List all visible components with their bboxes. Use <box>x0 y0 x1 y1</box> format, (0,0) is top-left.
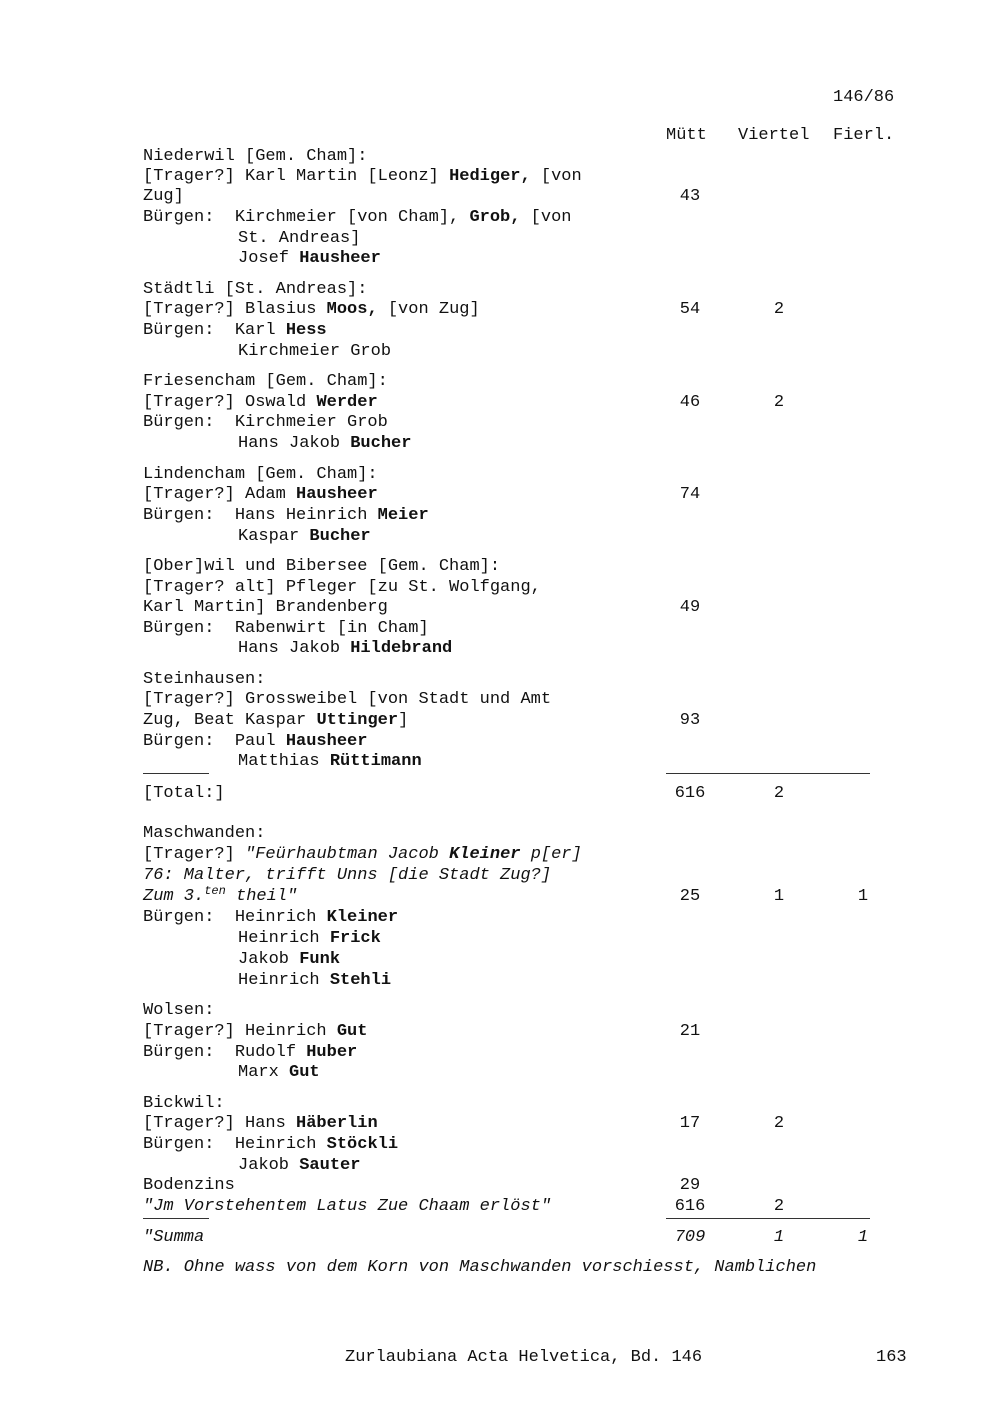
trager-line: [Trager?] Oswald Werder <box>143 393 378 412</box>
buergen-line-cont: St. Andreas] <box>238 229 361 248</box>
buergen-name: Heinrich Stehli <box>238 971 392 990</box>
trager-line: [Trager?] Karl Martin [Leonz] Hediger, [von <box>143 167 582 186</box>
column-header-fierl: Fierl. <box>833 126 895 145</box>
divider-left <box>143 773 209 774</box>
column-header-mutt: Mütt <box>666 126 707 145</box>
bodenzins-label: Bodenzins <box>143 1176 235 1195</box>
buergen-name: Marx Gut <box>238 1063 320 1082</box>
trager-line: [Trager?] "Feürhaubtman Jacob Kleiner p[er] <box>143 845 582 864</box>
buergen-line: Bürgen: Kirchmeier [von Cham], Grob, [von <box>143 208 572 227</box>
buergen-line: Bürgen: Kirchmeier Grob <box>143 413 388 432</box>
buergen-line: Bürgen: Rudolf Huber <box>143 1043 358 1062</box>
value-mutt-niederwil: 43 <box>679 187 701 206</box>
buergen-name: Hans Jakob Hildebrand <box>238 639 453 658</box>
value-mutt-friesencham: 46 <box>679 393 701 412</box>
buergen-line: Bürgen: Hans Heinrich Meier <box>143 506 429 525</box>
value-mutt-latus: 616 <box>674 1197 706 1216</box>
entry-heading-staedtli: Städtli [St. Andreas]: <box>143 280 368 299</box>
buergen-name: Kirchmeier Grob <box>238 342 392 361</box>
value-mutt-bickwil: 17 <box>679 1114 701 1133</box>
value-viertel-staedtli: 2 <box>773 300 785 319</box>
buergen-name: Josef Hausheer <box>238 249 381 268</box>
buergen-line: Bürgen: Karl Hess <box>143 321 327 340</box>
trager-line: [Trager?] Hans Häberlin <box>143 1114 378 1133</box>
entry-heading-friesencham: Friesencham [Gem. Cham]: <box>143 372 388 391</box>
buergen-name: Matthias Rüttimann <box>238 752 422 771</box>
trager-line: [Trager?] Blasius Moos, [von Zug] <box>143 300 480 319</box>
trager-quote-cont: 76: Malter, trifft Unns [die Stadt Zug?] <box>143 866 552 885</box>
column-header-viertel: Viertel <box>738 126 810 145</box>
value-mutt-oberwil: 49 <box>679 598 701 617</box>
entry-heading-steinhausen: Steinhausen: <box>143 670 266 689</box>
trager-line-cont: Karl Martin] Brandenberg <box>143 598 388 617</box>
entry-heading-niederwil: Niederwil [Gem. Cham]: <box>143 147 368 166</box>
trager-line-cont: Zug] <box>143 187 184 206</box>
trager-line-cont: Zug, Beat Kaspar Uttinger] <box>143 711 409 730</box>
trager-quote-end: Zum 3.$^{ten}$ theil" <box>143 884 298 906</box>
buergen-line: Bürgen: Heinrich Stöckli <box>143 1135 399 1154</box>
value-mutt-staedtli: 54 <box>679 300 701 319</box>
total-label: [Total:] <box>143 784 225 803</box>
buergen-line: Bürgen: Rabenwirt [in Cham] <box>143 619 429 638</box>
entry-heading-oberwil: [Ober]wil und Bibersee [Gem. Cham]: <box>143 557 501 576</box>
buergen-name: Kaspar Bucher <box>238 527 371 546</box>
value-mutt-steinhausen: 93 <box>679 711 701 730</box>
value-viertel-friesencham: 2 <box>773 393 785 412</box>
divider-left <box>143 1218 209 1219</box>
entry-heading-wolsen: Wolsen: <box>143 1001 215 1020</box>
buergen-name: Jakob Funk <box>238 950 341 969</box>
page-number: 163 <box>876 1348 907 1367</box>
value-viertel-total: 2 <box>773 784 785 803</box>
buergen-name: Hans Jakob Bucher <box>238 434 412 453</box>
value-mutt-bodenzins: 29 <box>679 1176 701 1195</box>
page-reference: 146/86 <box>833 88 895 107</box>
buergen-line: Bürgen: Heinrich Kleiner <box>143 908 399 927</box>
nb-note: NB. Ohne wass von dem Korn von Maschwanden vorschiesst, Namblichen <box>143 1258 817 1277</box>
value-viertel-latus: 2 <box>773 1197 785 1216</box>
divider-right <box>666 1218 870 1219</box>
summa-label: "Summa <box>143 1228 205 1247</box>
value-mutt-summa: 709 <box>674 1228 706 1247</box>
value-mutt-lindencham: 74 <box>679 485 701 504</box>
value-mutt-maschwanden: 25 <box>679 887 701 906</box>
buergen-line: Bürgen: Paul Hausheer <box>143 732 368 751</box>
value-viertel-maschwanden: 1 <box>773 887 785 906</box>
value-mutt-wolsen: 21 <box>679 1022 701 1041</box>
entry-heading-lindencham: Lindencham [Gem. Cham]: <box>143 465 378 484</box>
entry-heading-maschwanden: Maschwanden: <box>143 824 266 843</box>
latus-line: "Jm Vorstehentem Latus Zue Chaam erlöst" <box>143 1197 552 1216</box>
trager-line: [Trager?] Grossweibel [von Stadt und Amt <box>143 690 552 709</box>
value-viertel-summa: 1 <box>773 1228 785 1247</box>
entry-heading-bickwil: Bickwil: <box>143 1094 225 1113</box>
value-fierl-summa: 1 <box>857 1228 869 1247</box>
value-mutt-total: 616 <box>674 784 706 803</box>
divider-right <box>666 773 870 774</box>
trager-line: [Trager?] Adam Hausheer <box>143 485 378 504</box>
buergen-name: Heinrich Frick <box>238 929 381 948</box>
value-viertel-bickwil: 2 <box>773 1114 785 1133</box>
footer-title: Zurlaubiana Acta Helvetica, Bd. 146 <box>345 1348 703 1367</box>
buergen-name: Jakob Sauter <box>238 1156 361 1175</box>
trager-line: [Trager? alt] Pfleger [zu St. Wolfgang, <box>143 578 541 597</box>
value-fierl-maschwanden: 1 <box>857 887 869 906</box>
trager-line: [Trager?] Heinrich Gut <box>143 1022 368 1041</box>
